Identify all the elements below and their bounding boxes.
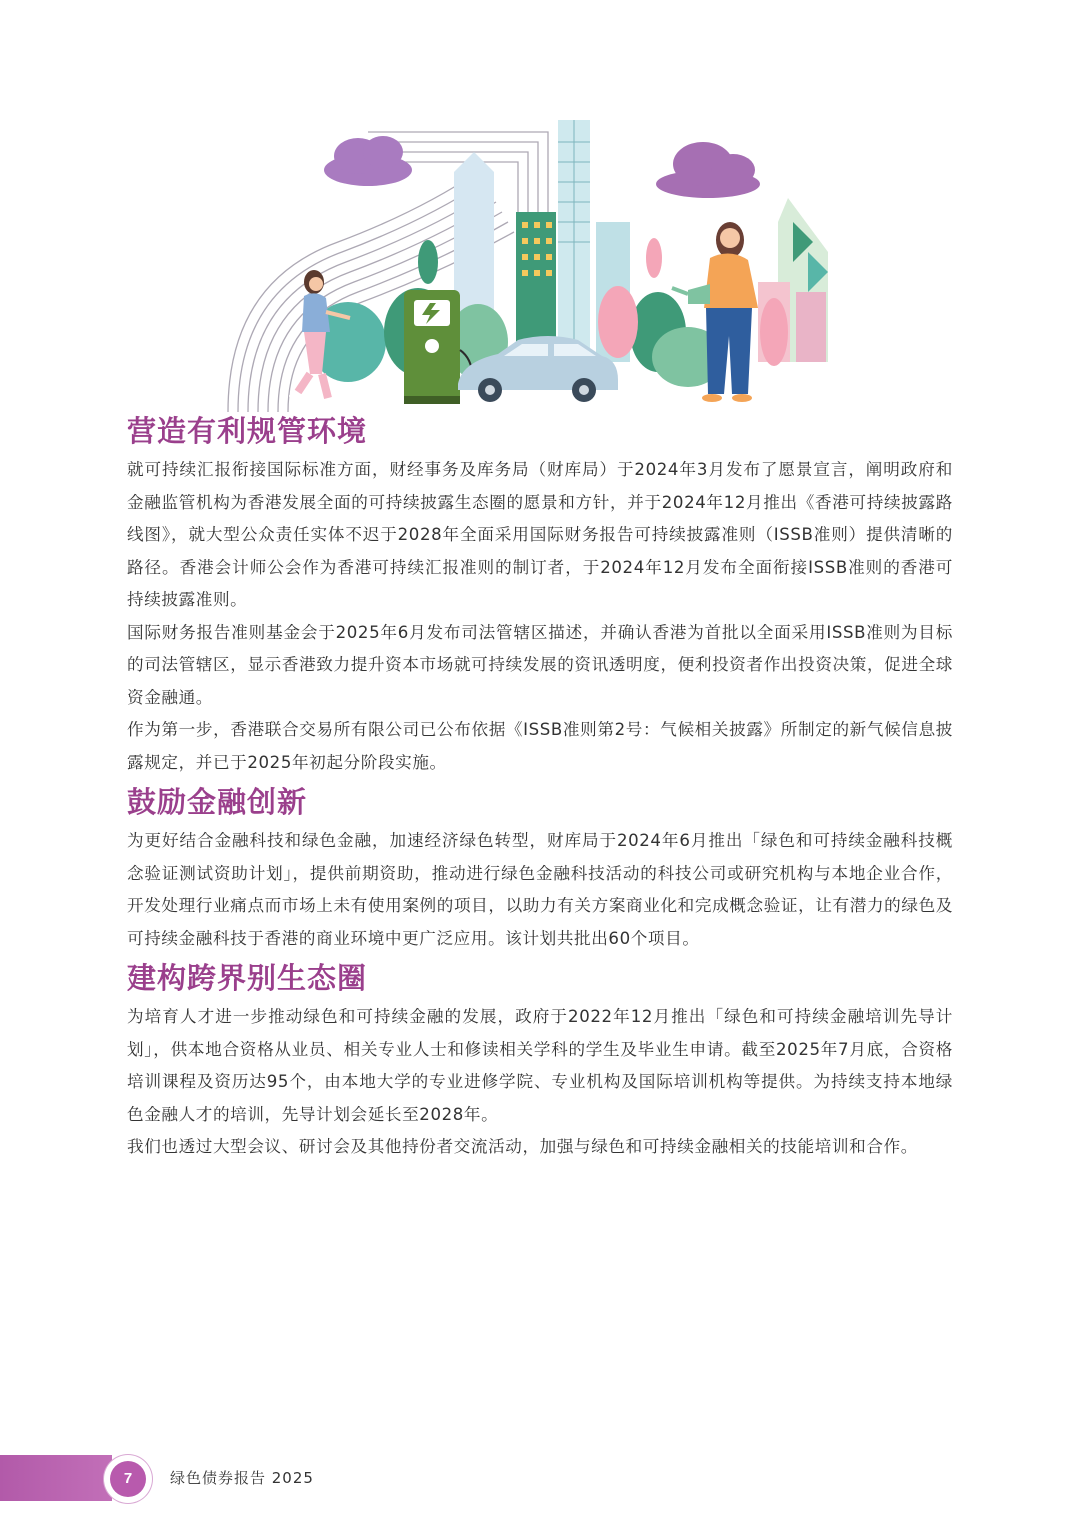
- paragraph: 国际财务报告准则基金会于2025年6月发布司法管辖区描述，并确认香港为首批以全面采用ISSB准则为目标的司法管辖区，显示香港致力提升资本市场就可持续发展的资讯透明度，便利投资者作出投资决策，促进全球资金融通。: [127, 622, 953, 707]
- footer-accent-bar: [0, 1455, 112, 1501]
- section-title-ecosystem: 建构跨界别生态圈: [127, 961, 368, 995]
- page-number: 7: [110, 1461, 146, 1497]
- page-footer: [0, 1447, 1080, 1509]
- section-title-innovation: 鼓励金融创新: [127, 785, 308, 819]
- section-title-regulatory: 营造有利规管环境: [127, 414, 368, 448]
- paragraph: 我们也透过大型会议、研讨会及其他持份者交流活动，加强与绿色和可持续金融相关的技能培训和合作。: [127, 1137, 918, 1156]
- paragraph: 作为第一步，香港联合交易所有限公司已公布依据《ISSB准则第2号：气候相关披露》所制定的新气候信息披露规定，并已于2025年初起分阶段实施。: [127, 720, 953, 772]
- paragraph: 为更好结合金融科技和绿色金融，加速经济绿色转型，财库局于2024年6月推出「绿色和可持续金融科技概念验证测试资助计划」，提供前期资助，推动进行绿色金融科技活动的科技公司或研究机构与本地企业合作，开发处理行业痛点而市场上未有使用案例的项目，以助力有关方案商业化和完成概念验证，让有潜力的绿色及可持续金融科技于香港的商业环境中更广泛应用。该计划共批出60个项目。: [127, 831, 953, 948]
- report-title: 绿色债券报告 2025: [170, 1469, 314, 1487]
- main-content: [127, 408, 953, 1164]
- paragraph: 就可持续汇报衔接国际标准方面，财经事务及库务局（财库局）于2024年3月发布了愿景宣言，阐明政府和金融监管机构为香港发展全面的可持续披露生态圈的愿景和方针，并于2024年12月推出《香港可持续披露路线图》，就大型公众责任实体不迟于2028年全面采用国际财务报告可持续披露准则（ISSB准则）提供清晰的路径。香港会计师公会作为香港可持续汇报准则的制订者，于2024年12月发布全面衔接ISSB准则的香港可持续披露准则。: [127, 460, 953, 609]
- paragraph: 为培育人才进一步推动绿色和可持续金融的发展，政府于2022年12月推出「绿色和可持续金融培训先导计划」，供本地合资格从业员、相关专业人士和修读相关学科的学生及毕业生申请。截至2025年7月底，合资格培训课程及资历达95个，由本地大学的专业进修学院、专业机构及国际培训机构等提供。为持续支持本地绿色金融人才的培训，先导计划会延长至2028年。: [127, 1007, 953, 1124]
- green-city-illustration: [218, 112, 838, 412]
